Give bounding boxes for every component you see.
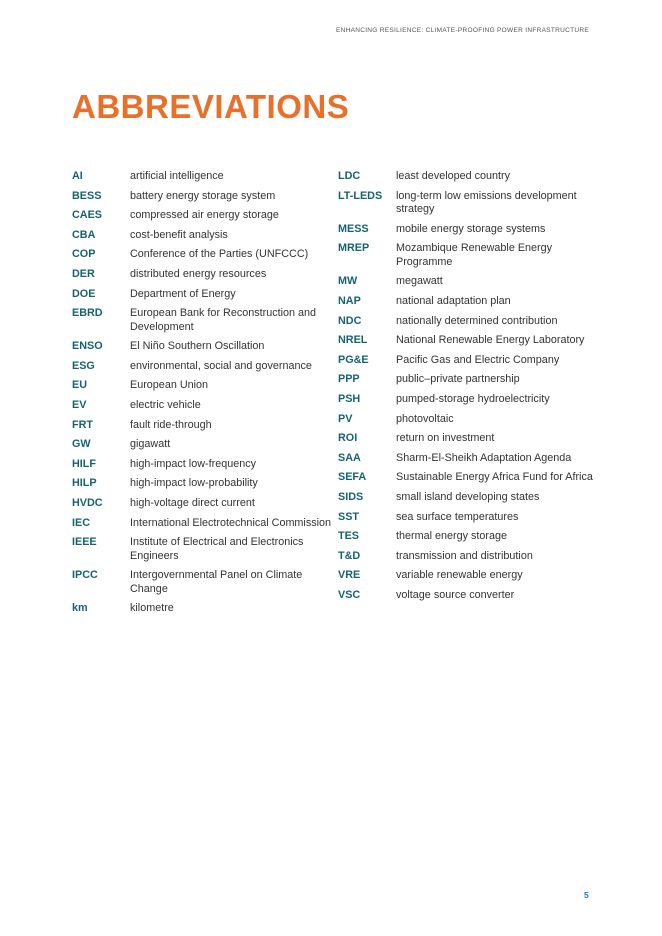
abbreviation-term: PPP <box>338 373 360 386</box>
abbreviation-row <box>338 432 596 446</box>
abbreviation-term: MW <box>338 275 358 288</box>
abbreviation-term: HILF <box>72 457 96 470</box>
abbreviation-term: LT-LEDS <box>338 189 383 202</box>
abbreviation-definition: transmission and distribution <box>396 549 533 562</box>
abbreviation-term: NDC <box>338 314 362 327</box>
page-number: 5 <box>584 890 589 900</box>
abbreviation-term: IEEE <box>72 536 97 549</box>
abbreviation-definition: distributed energy resources <box>130 267 267 280</box>
abbreviation-definition: photovoltaic <box>396 412 454 425</box>
abbreviation-definition: compressed air energy storage <box>130 209 279 222</box>
abbreviation-term: PG&E <box>338 353 369 366</box>
abbreviation-term: ESG <box>72 359 95 372</box>
abbreviation-row <box>72 229 332 243</box>
abbreviation-row <box>72 497 332 511</box>
abbreviation-definition: Intergovernmental Panel on Climate Change <box>130 569 303 595</box>
abbreviations-column-right <box>338 170 596 608</box>
abbreviation-definition: battery energy storage system <box>130 189 276 202</box>
abbreviation-definition: high-voltage direct current <box>130 497 255 509</box>
page-title: ABBREVIATIONS <box>72 88 350 125</box>
abbreviation-row <box>72 307 332 334</box>
abbreviation-term: LDC <box>338 170 361 182</box>
abbreviation-term: DER <box>72 267 95 280</box>
abbreviation-definition: Department of Energy <box>130 287 236 300</box>
abbreviation-term: HVDC <box>72 497 103 509</box>
running-header: ENHANCING RESILIENCE: CLIMATE-PROOFING POWER INFRASTRUCTURE <box>335 27 589 34</box>
abbreviation-row <box>338 242 596 269</box>
abbreviation-definition: sea surface temperatures <box>396 510 519 523</box>
abbreviation-row <box>338 373 596 387</box>
abbreviation-definition: long-term low emissions development strategy <box>396 189 577 216</box>
abbreviation-term: VRE <box>338 569 361 582</box>
abbreviation-definition: thermal energy storage <box>396 530 508 543</box>
abbreviation-definition: high-impact low-frequency <box>130 457 257 470</box>
abbreviation-term: FRT <box>72 418 93 431</box>
abbreviation-definition: gigawatt <box>130 438 171 451</box>
abbreviation-row <box>72 458 332 472</box>
abbreviation-term: SEFA <box>338 471 367 484</box>
abbreviation-term: SAA <box>338 451 361 464</box>
abbreviation-definition: fault ride-through <box>130 418 212 431</box>
abbreviation-row <box>338 170 596 184</box>
abbreviation-row <box>338 275 596 289</box>
abbreviation-term: PV <box>338 412 353 425</box>
abbreviation-term: km <box>72 602 88 615</box>
abbreviation-term: GW <box>72 438 91 451</box>
abbreviation-row <box>72 379 332 393</box>
abbreviation-term: TES <box>338 530 359 543</box>
abbreviation-row <box>72 340 332 354</box>
abbreviation-term: ENSO <box>72 340 103 353</box>
abbreviation-definition: cost-benefit analysis <box>130 228 228 241</box>
abbreviation-term: EBRD <box>72 307 103 320</box>
abbreviation-row <box>338 334 596 348</box>
abbreviation-definition: Mozambique Renewable Energy Programme <box>396 242 553 268</box>
abbreviation-definition: environmental, social and governance <box>130 359 312 372</box>
abbreviation-definition: Sustainable Energy Africa Fund for Africa <box>396 471 593 484</box>
abbreviation-term: DOE <box>72 287 96 300</box>
abbreviation-row <box>338 315 596 329</box>
abbreviation-term: VSC <box>338 588 361 601</box>
abbreviation-definition: Conference of the Parties (UNFCCC) <box>130 248 309 261</box>
abbreviation-row <box>72 536 332 563</box>
abbreviation-definition: electric vehicle <box>130 399 201 412</box>
abbreviation-term: MESS <box>338 222 369 235</box>
abbreviation-row <box>72 517 332 531</box>
abbreviation-row <box>72 170 332 184</box>
abbreviation-row <box>338 413 596 427</box>
abbreviation-definition: artificial intelligence <box>130 170 224 182</box>
abbreviation-definition: kilometre <box>130 602 174 615</box>
abbreviation-definition: mobile energy storage systems <box>396 222 546 235</box>
abbreviations-column-left <box>72 170 332 622</box>
abbreviation-definition: national adaptation plan <box>396 294 511 307</box>
abbreviation-row <box>338 393 596 407</box>
abbreviation-term: IEC <box>72 516 90 529</box>
abbreviation-definition: National Renewable Energy Laboratory <box>396 334 585 347</box>
abbreviation-row <box>72 419 332 433</box>
abbreviation-term: T&D <box>338 549 361 562</box>
abbreviation-row <box>72 268 332 282</box>
abbreviation-row <box>72 399 332 413</box>
abbreviation-row <box>72 602 332 616</box>
abbreviation-row <box>72 360 332 374</box>
abbreviation-row <box>72 288 332 302</box>
abbreviation-term: CBA <box>72 228 96 241</box>
abbreviation-row <box>338 471 596 485</box>
abbreviation-term: EV <box>72 399 87 412</box>
abbreviation-term: AI <box>72 170 83 182</box>
abbreviation-definition: return on investment <box>396 432 495 445</box>
abbreviation-row <box>338 190 596 217</box>
abbreviation-row <box>72 248 332 262</box>
abbreviation-term: NAP <box>338 294 361 307</box>
abbreviation-row <box>338 511 596 525</box>
abbreviation-definition: voltage source converter <box>396 588 515 601</box>
abbreviation-term: BESS <box>72 189 102 202</box>
abbreviation-definition: European Union <box>130 379 209 392</box>
abbreviation-row <box>338 569 596 583</box>
abbreviation-term: SIDS <box>338 490 364 503</box>
abbreviation-definition: pumped-storage hydroelectricity <box>396 392 550 405</box>
abbreviation-term: CAES <box>72 209 102 222</box>
abbreviation-term: NREL <box>338 334 368 347</box>
abbreviation-row <box>72 438 332 452</box>
abbreviation-row <box>72 209 332 223</box>
abbreviation-term: SST <box>338 510 359 523</box>
abbreviation-term: IPCC <box>72 569 98 582</box>
abbreviation-row <box>338 491 596 505</box>
abbreviation-definition: least developed country <box>396 170 511 182</box>
abbreviation-definition: variable renewable energy <box>396 569 523 582</box>
abbreviation-row <box>338 550 596 564</box>
abbreviation-definition: small island developing states <box>396 490 540 503</box>
abbreviation-row <box>338 223 596 237</box>
abbreviation-row <box>338 354 596 368</box>
abbreviation-term: EU <box>72 379 87 392</box>
abbreviation-definition: public–private partnership <box>396 373 520 386</box>
abbreviation-row <box>72 477 332 491</box>
abbreviation-definition: megawatt <box>396 275 443 288</box>
abbreviation-definition: International Electrotechnical Commission <box>130 516 332 529</box>
abbreviation-row <box>338 530 596 544</box>
abbreviation-definition: nationally determined contribution <box>396 314 558 327</box>
abbreviation-definition: high-impact low-probability <box>130 477 258 490</box>
abbreviation-definition: Sharm-El-Sheikh Adaptation Agenda <box>396 451 572 464</box>
abbreviation-term: MREP <box>338 242 370 255</box>
abbreviation-term: COP <box>72 248 96 261</box>
abbreviation-row <box>72 569 332 596</box>
abbreviation-term: HILP <box>72 477 97 490</box>
abbreviation-definition: Institute of Electrical and Electronics Engineers <box>130 536 304 562</box>
abbreviation-row <box>338 589 596 603</box>
abbreviation-row <box>72 190 332 204</box>
abbreviation-term: ROI <box>338 432 358 445</box>
abbreviation-definition: Pacific Gas and Electric Company <box>396 353 560 366</box>
abbreviation-definition: El Niño Southern Oscillation <box>130 340 265 353</box>
abbreviation-row <box>338 452 596 466</box>
abbreviation-row <box>338 295 596 309</box>
abbreviation-definition: European Bank for Reconstruction and Development <box>130 307 317 333</box>
abbreviation-term: PSH <box>338 392 361 405</box>
